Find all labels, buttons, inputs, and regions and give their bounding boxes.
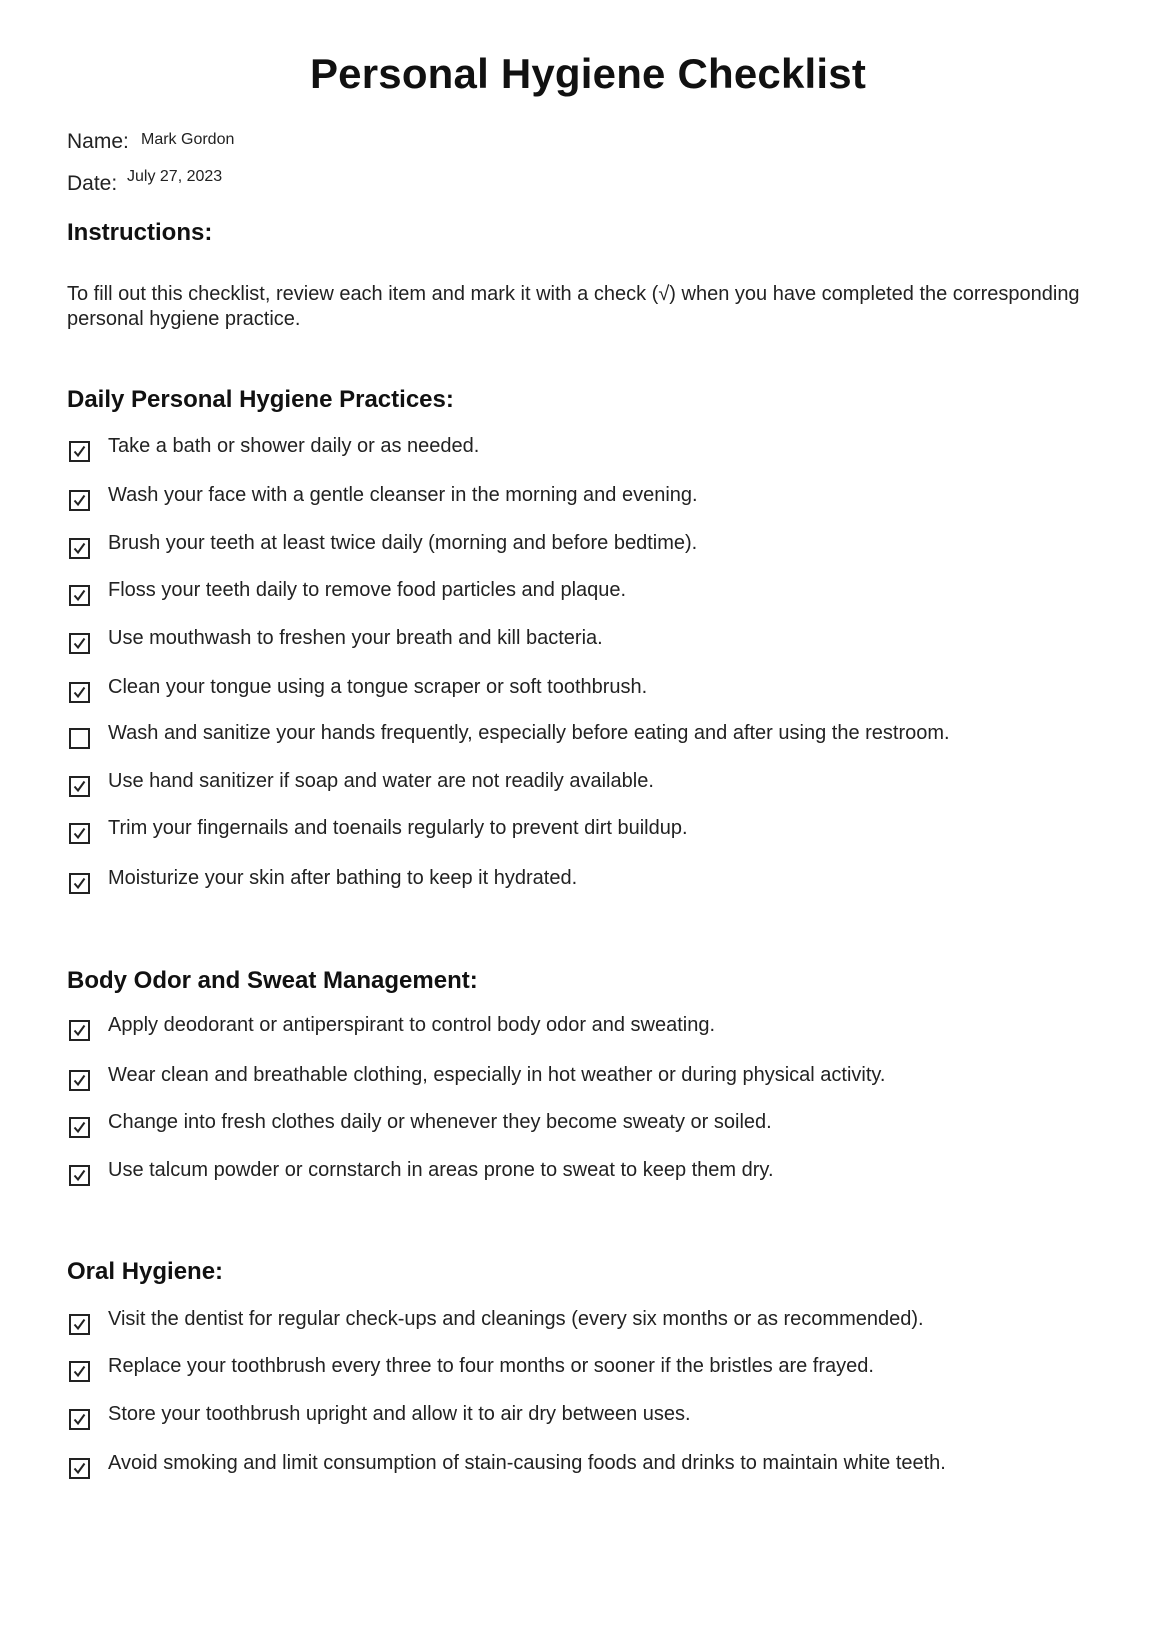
checkmark-icon [72,1168,87,1183]
checkmark-icon [72,1364,87,1379]
checkmark-icon [72,588,87,603]
checklist-item-daily-6[interactable] [68,676,1128,706]
checklist-item-text: Use mouthwash to freshen your breath and kill bacteria. [108,627,603,649]
checkmark-icon [72,1461,87,1476]
instructions-heading: Instructions: [67,219,213,246]
checklist-item-body-odor-2[interactable] [68,1064,1128,1094]
checklist-item-text: Clean your tongue using a tongue scraper or soft toothbrush. [108,676,648,698]
checklist-item-oral-2[interactable] [68,1355,1128,1385]
checkbox-checked[interactable] [69,776,90,797]
section-heading-daily: Daily Personal Hygiene Practices: [67,386,454,413]
checkmark-icon [72,779,87,794]
date-label: Date: [67,172,118,195]
checkbox-unchecked[interactable] [69,728,90,749]
checklist-item-text: Visit the dentist for regular check-ups and cleanings (every six months or as recommended). [108,1308,924,1330]
checkmark-icon [72,444,87,459]
checkbox-checked[interactable] [69,682,90,703]
checkbox-checked[interactable] [69,441,90,462]
checklist-item-text: Use talcum powder or cornstarch in areas prone to sweat to keep them dry. [108,1159,774,1181]
checklist-item-daily-8[interactable] [68,770,1128,800]
checkmark-icon [72,1023,87,1038]
checkmark-icon [72,541,87,556]
checklist-item-oral-3[interactable] [68,1403,1128,1433]
checklist-item-body-odor-1[interactable] [68,1014,1128,1044]
checklist-item-daily-4[interactable] [68,579,1128,609]
checklist-item-daily-2[interactable] [68,484,1128,514]
checklist-item-text: Wear clean and breathable clothing, especially in hot weather or during physical activity. [108,1064,886,1086]
checklist-item-text: Store your toothbrush upright and allow it to air dry between uses. [108,1403,691,1425]
checkbox-checked[interactable] [69,1117,90,1138]
checkmark-icon [72,1120,87,1135]
date-value[interactable]: July 27, 2023 [127,168,223,185]
checkbox-checked[interactable] [69,633,90,654]
name-value[interactable]: Mark Gordon [141,131,235,148]
checkbox-checked[interactable] [69,823,90,844]
checklist-item-text: Trim your fingernails and toenails regularly to prevent dirt buildup. [108,817,688,839]
checklist-item-text: Change into fresh clothes daily or whenever they become sweaty or soiled. [108,1111,772,1133]
checklist-item-text: Brush your teeth at least twice daily (morning and before bedtime). [108,532,698,554]
checkbox-checked[interactable] [69,1409,90,1430]
checkmark-icon [72,685,87,700]
checkmark-icon [72,493,87,508]
checkbox-checked[interactable] [69,538,90,559]
checklist-item-oral-1[interactable] [68,1308,1128,1338]
checkbox-checked[interactable] [69,1070,90,1091]
checklist-item-oral-4[interactable] [68,1452,1128,1482]
section-heading-oral: Oral Hygiene: [67,1258,224,1285]
checkmark-icon [72,1412,87,1427]
checkbox-checked[interactable] [69,1314,90,1335]
checkmark-icon [72,636,87,651]
checklist-item-body-odor-4[interactable] [68,1159,1128,1189]
page-title: Personal Hygiene Checklist [309,50,867,97]
checkbox-checked[interactable] [69,1458,90,1479]
checkmark-icon [72,1317,87,1332]
section-heading-body-odor: Body Odor and Sweat Management: [67,967,478,994]
checkmark-icon [72,1073,87,1088]
checklist-item-text: Take a bath or shower daily or as needed. [108,435,480,457]
checklist-item-text: Avoid smoking and limit consumption of stain-causing foods and drinks to maintain white teeth. [108,1452,946,1474]
checklist-item-text: Moisturize your skin after bathing to keep it hydrated. [108,867,578,889]
instructions-text: To fill out this checklist, review each item and mark it with a check (√) when you have completed the corresponding personal hygiene practice. [67,283,1080,330]
checkbox-checked[interactable] [69,1020,90,1041]
checkmark-icon [72,876,87,891]
name-label: Name: [67,130,129,153]
checklist-item-text: Apply deodorant or antiperspirant to control body odor and sweating. [108,1014,716,1036]
checklist-item-text: Use hand sanitizer if soap and water are not readily available. [108,770,654,792]
checklist-item-daily-1[interactable] [68,435,1128,465]
checkmark-icon [72,826,87,841]
checklist-item-text: Replace your toothbrush every three to four months or sooner if the bristles are frayed. [108,1355,874,1377]
checkbox-checked[interactable] [69,585,90,606]
checklist-item-daily-7[interactable] [68,722,1128,752]
checklist-item-text: Floss your teeth daily to remove food particles and plaque. [108,579,627,601]
checkbox-checked[interactable] [69,1165,90,1186]
checkbox-checked[interactable] [69,1361,90,1382]
checklist-item-daily-9[interactable] [68,817,1128,847]
checklist-item-daily-5[interactable] [68,627,1128,657]
checklist-item-body-odor-3[interactable] [68,1111,1128,1141]
checklist-item-daily-10[interactable] [68,867,1128,897]
checklist-item-text: Wash your face with a gentle cleanser in the morning and evening. [108,484,698,506]
checkbox-checked[interactable] [69,490,90,511]
checkbox-checked[interactable] [69,873,90,894]
checklist-item-daily-3[interactable] [68,532,1128,562]
checklist-item-text: Wash and sanitize your hands frequently, especially before eating and after using the restroom. [108,722,950,744]
